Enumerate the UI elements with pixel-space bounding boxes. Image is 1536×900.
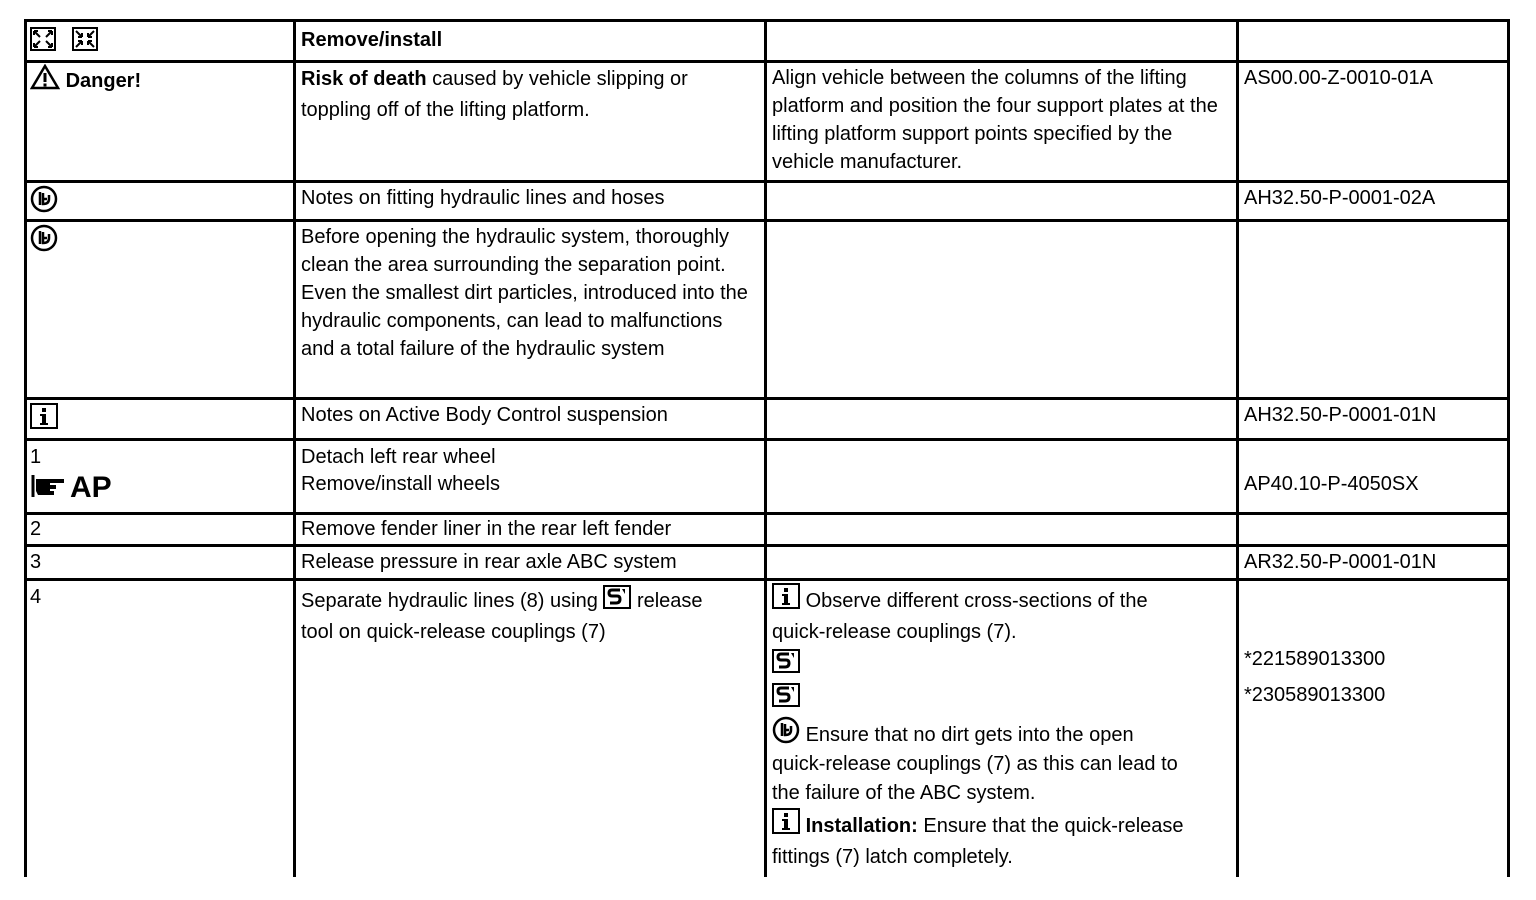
- ap-reference: [30, 471, 112, 504]
- caution-hand-icon: [30, 224, 58, 252]
- note-icon-cell: [30, 184, 58, 213]
- tool-icon-row: [772, 680, 1237, 708]
- row-divider: [24, 397, 1510, 400]
- step3-ref: AR32.50-P-0001-01N: [1244, 551, 1437, 573]
- before-opening-text: Before opening the hydraulic system, thoroughly clean the area surrounding the separation point. Even the smallest dirt particles, introduced into the hydraulic components, can lead to malfunctions and a total failure of the hydraulic system: [301, 226, 748, 360]
- header-title: Remove/install: [301, 29, 443, 51]
- danger-label: [30, 64, 141, 95]
- danger-ref: AS00.00-Z-0010-01A: [1244, 67, 1434, 89]
- step-number: 1: [30, 446, 42, 468]
- pointing-hand-icon: [30, 471, 70, 499]
- step1-ref: AP40.10-P-4050SX: [1244, 473, 1419, 495]
- column-divider: [293, 19, 296, 877]
- danger-text: Danger!: [65, 70, 142, 92]
- special-tool-icon: [772, 683, 800, 707]
- step4-note1: Observe different cross-sections of the quick-release couplings (7).: [772, 583, 1237, 648]
- row-divider: [24, 438, 1510, 441]
- step4-note3: Installation: Ensure that the quick-release fittings (7) latch completely.: [772, 808, 1237, 873]
- step-number: 4: [30, 586, 42, 608]
- caution-hand-icon: [30, 185, 58, 213]
- warning-triangle-icon: [30, 64, 60, 90]
- tool-icon-row: [772, 646, 1237, 674]
- step2-text: Remove fender liner in the rear left fender: [301, 518, 672, 540]
- row-divider: [24, 180, 1510, 183]
- info-box-icon: [772, 808, 800, 834]
- danger-risk: Risk of death caused by vehicle slipping or toppling off of the lifting platform.: [301, 68, 688, 121]
- info-icon-cell: [30, 401, 58, 429]
- info-box-icon: [772, 583, 800, 609]
- row-divider: [24, 60, 1510, 63]
- special-tool-icon: [603, 585, 631, 609]
- step4-text: Separate hydraulic lines (8) using release tool on quick-release couplings (7): [301, 585, 761, 648]
- note-icon-cell: [30, 223, 58, 252]
- step-number: 3: [30, 551, 42, 573]
- step1-line1: Detach left rear wheel: [301, 446, 496, 468]
- table-frame: [24, 19, 1510, 877]
- row-divider: [24, 512, 1510, 515]
- step-number: 2: [30, 518, 42, 540]
- row-divider: [24, 219, 1510, 222]
- hydraulic-notes-text: Notes on fitting hydraulic lines and hoses: [301, 187, 665, 209]
- abc-notes-ref: AH32.50-P-0001-01N: [1244, 404, 1437, 426]
- remove-install-collapse-icon: [72, 27, 98, 51]
- step3-text: Release pressure in rear axle ABC system: [301, 551, 677, 573]
- tool-ref-2: *230589013300: [1244, 684, 1386, 706]
- ap-label: AP: [70, 471, 112, 504]
- danger-action: Align vehicle between the columns of the lifting platform and position the four support plates at the lifting platform support points specified by the vehicle manufacturer.: [772, 67, 1218, 173]
- abc-notes-text: Notes on Active Body Control suspension: [301, 404, 668, 426]
- header-icons: [30, 24, 98, 52]
- step1-line2: Remove/install wheels: [301, 473, 500, 495]
- caution-hand-icon: [772, 716, 800, 744]
- row-divider: [24, 578, 1510, 581]
- hydraulic-notes-ref: AH32.50-P-0001-02A: [1244, 187, 1436, 209]
- special-tool-icon: [772, 649, 800, 673]
- step4-note2: Ensure that no dirt gets into the open quick-release couplings (7) as this can lead to the failure of the ABC system.: [772, 716, 1237, 808]
- info-box-icon: [30, 403, 58, 429]
- remove-install-expand-icon: [30, 27, 56, 51]
- column-divider: [764, 19, 767, 877]
- tool-ref-1: *221589013300: [1244, 648, 1386, 670]
- row-divider: [24, 544, 1510, 547]
